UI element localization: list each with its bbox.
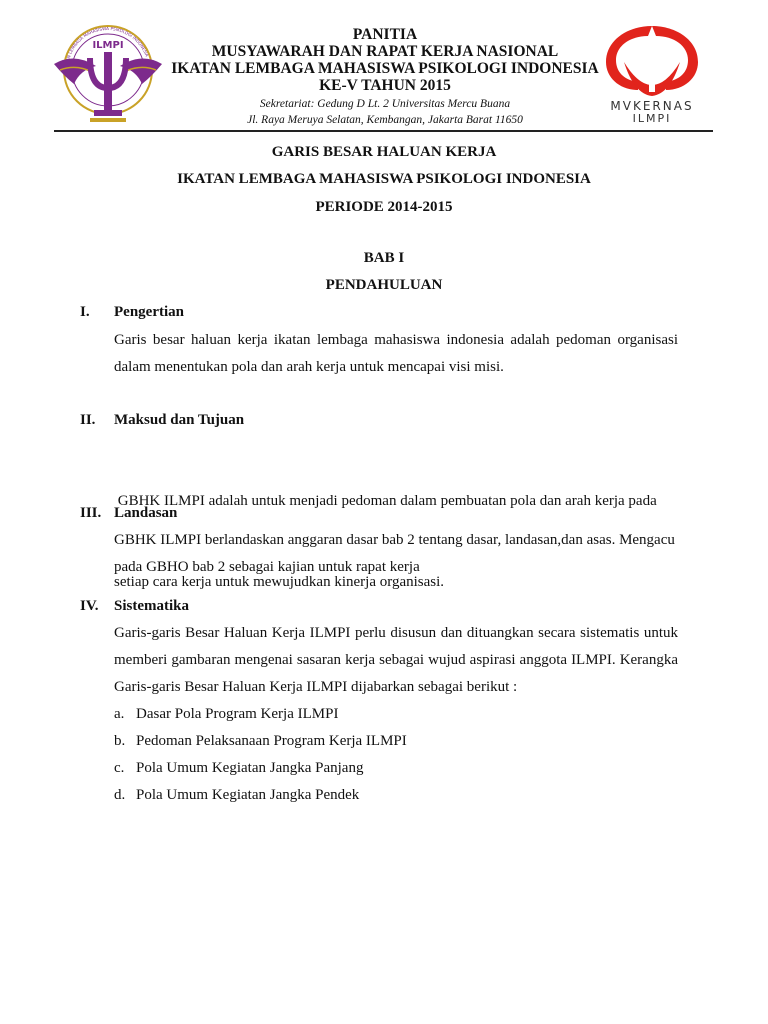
section-title: Maksud dan Tujuan xyxy=(114,412,245,428)
logo-ring-text: N LEMBAGA MAHASISWA PSIKOLOGI INDONESIA xyxy=(65,25,150,59)
body-line: GBHK ILMPI berlandaskan anggaran dasar bab 2 tentang dasar, landasan,dan asas. Mengacu xyxy=(114,532,675,548)
section-title: Sistematika xyxy=(114,598,189,614)
logo-right-text: MVKERNAS xyxy=(610,99,694,113)
logo-left-text: ILMPI xyxy=(92,40,124,51)
doc-period: PERIODE 2014-2015 xyxy=(315,199,453,215)
section-body xyxy=(114,620,678,701)
list-item xyxy=(114,787,359,804)
letterhead xyxy=(160,26,610,128)
chapter-title: PENDAHULUAN xyxy=(325,277,443,293)
header-line: IKATAN LEMBAGA MAHASISWA PSIKOLOGI INDONESIA xyxy=(171,60,599,77)
body-line: GBHK ILMPI adalah untuk menjadi pedoman dalam pembuatan pola dan arah kerja pada xyxy=(114,493,657,509)
section-number: II. xyxy=(80,412,96,428)
body-line: Garis-garis Besar Haluan Kerja ILMPI dijabarkan sebagai berikut : xyxy=(114,679,518,695)
header-address: Sekretariat: Gedung D Lt. 2 Universitas Mercu Buana xyxy=(259,98,511,110)
list-text: Pedoman Pelaksanaan Program Kerja ILMPI xyxy=(136,733,407,749)
header-line: MUSYAWARAH DAN RAPAT KERJA NASIONAL xyxy=(211,43,559,60)
chapter-number: BAB I xyxy=(363,250,405,266)
body-line: Garis besar haluan kerja ikatan lembaga mahasiswa indonesia adalah pedoman organisasi xyxy=(114,332,678,348)
list-marker: b. xyxy=(114,733,126,749)
list-marker: a. xyxy=(114,706,125,722)
section-title: Pengertian xyxy=(114,304,184,320)
logo-right-subtext: ILMPI xyxy=(632,112,672,125)
section-title: Landasan xyxy=(114,505,178,521)
list-item xyxy=(114,733,407,750)
header-address: Jl. Raya Meruya Selatan, Kembangan, Jakarta Barat 11650 xyxy=(247,114,523,126)
section-number: I. xyxy=(80,304,90,320)
list-text: Dasar Pola Program Kerja ILMPI xyxy=(136,706,339,722)
doc-title: GARIS BESAR HALUAN KERJA xyxy=(271,144,497,160)
list-text: Pola Umum Kegiatan Jangka Panjang xyxy=(136,760,364,776)
section-body xyxy=(114,527,678,581)
body-line: pada GBHO bab 2 sebagai kajian untuk rapat kerja xyxy=(114,559,420,575)
list-marker: d. xyxy=(114,787,126,803)
list-text: Pola Umum Kegiatan Jangka Pendek xyxy=(136,787,360,803)
doc-title: IKATAN LEMBAGA MAHASISWA PSIKOLOGI INDONESIA xyxy=(177,171,591,187)
body-line: memberi gambaran mengenai sasaran kerja sebagai wujud aspirasi anggota ILMPI. Kerangka xyxy=(114,652,678,668)
section-body xyxy=(114,327,678,381)
list-item xyxy=(114,760,363,777)
section-number: III. xyxy=(80,505,102,521)
header-line: PANITIA xyxy=(352,26,418,43)
header-line: KE-V TAHUN 2015 xyxy=(319,77,451,94)
list-item xyxy=(114,706,338,723)
mukernas-logo xyxy=(598,22,706,126)
section-number: IV. xyxy=(80,598,99,614)
list-marker: c. xyxy=(114,760,125,776)
body-line: setiap cara kerja untuk mewujudkan kinerja organisasi. xyxy=(114,574,445,590)
header-divider xyxy=(54,130,713,132)
body-line: dalam menentukan pola dan arah kerja untuk mencapai visi misi. xyxy=(114,359,504,375)
body-line: Garis-garis Besar Haluan Kerja ILMPI perlu disusun dan dituangkan secara sistematis untuk xyxy=(114,625,678,641)
ilmpi-logo xyxy=(50,18,166,126)
